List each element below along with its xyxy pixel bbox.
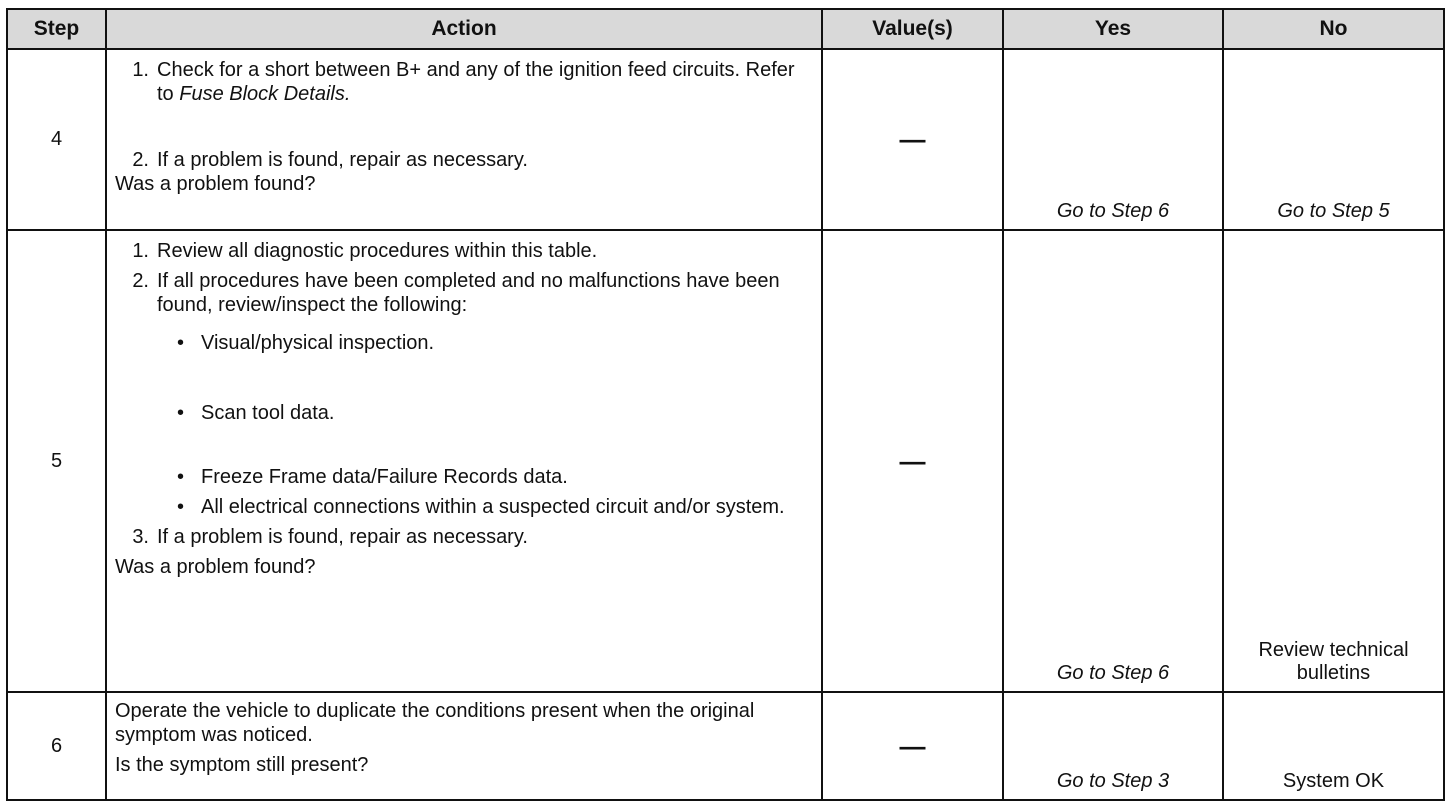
bullet-item: • Visual/physical inspection. [177,331,815,355]
item-text: If all procedures have been completed and no malfunctions have been found, review/inspect the following: [157,270,780,316]
item-number: 1. [132,59,149,81]
no-link: Go to Step 5 [1277,200,1390,222]
action-cell [106,230,822,692]
header-values: Value(s) [822,9,1003,49]
yes-link: Go to Step 6 [1056,200,1170,222]
no-text: Review technical bulletins [1258,639,1409,684]
step-number: 4 [7,49,106,230]
header-yes: Yes [1003,9,1223,49]
step-number: 5 [7,230,106,692]
action-text: Operate the vehicle to duplicate the conditions present when the original symptom was noticed. [115,700,755,746]
item-number: 3. [132,526,149,548]
bullet-item: • Scan tool data. [177,401,815,425]
value-cell: — [822,692,1003,800]
table-row [7,49,1444,230]
question-text: Was a problem found? [115,556,316,578]
header-action: Action [106,9,822,49]
header-step: Step [7,9,106,49]
yes-link: Go to Step 6 [1056,662,1170,684]
question-text: Was a problem found? [115,173,316,195]
yes-cell [1003,692,1223,800]
bullet-item: • All electrical connections within a suspected circuit and/or system. [177,495,815,519]
diagnostic-table [6,8,1445,801]
no-cell [1223,49,1444,230]
item-number: 2. [132,149,149,171]
item-number: 2. [132,270,149,292]
bullet-text: All electrical connections within a suspected circuit and/or system. [201,496,785,518]
header-no: No [1223,9,1444,49]
item-text: If a problem is found, repair as necessary. [157,526,528,548]
step-number: 6 [7,692,106,800]
list-item [115,148,815,172]
bullet-text: Freeze Frame data/Failure Records data. [201,466,568,488]
list-item [115,58,815,106]
header-row [7,9,1444,49]
item-text: Review all diagnostic procedures within this table. [157,240,598,262]
bullet-text: Visual/physical inspection. [201,332,435,354]
list-item [115,239,815,263]
bullet-item: • Freeze Frame data/Failure Records data. [177,465,815,489]
question-text: Is the symptom still present? [115,754,369,776]
no-cell [1223,230,1444,692]
bullet-text: Scan tool data. [201,402,335,424]
no-cell [1223,692,1444,800]
item-text: If a problem is found, repair as necessary. [157,149,528,171]
item-number: 1. [132,240,149,262]
yes-link: Go to Step 3 [1056,770,1170,792]
reference-link: Fuse Block Details. [179,83,351,105]
table-row [7,692,1444,800]
table-row [7,230,1444,692]
yes-cell [1003,49,1223,230]
list-item [115,269,815,317]
action-cell [106,692,822,800]
action-cell [106,49,822,230]
yes-cell [1003,230,1223,692]
no-text: System OK [1282,770,1385,792]
value-cell: — [822,49,1003,230]
list-item [115,525,815,549]
value-cell: — [822,230,1003,692]
item-text: Check for a short between B+ and any of the ignition feed circuits. Refer to [157,59,795,105]
